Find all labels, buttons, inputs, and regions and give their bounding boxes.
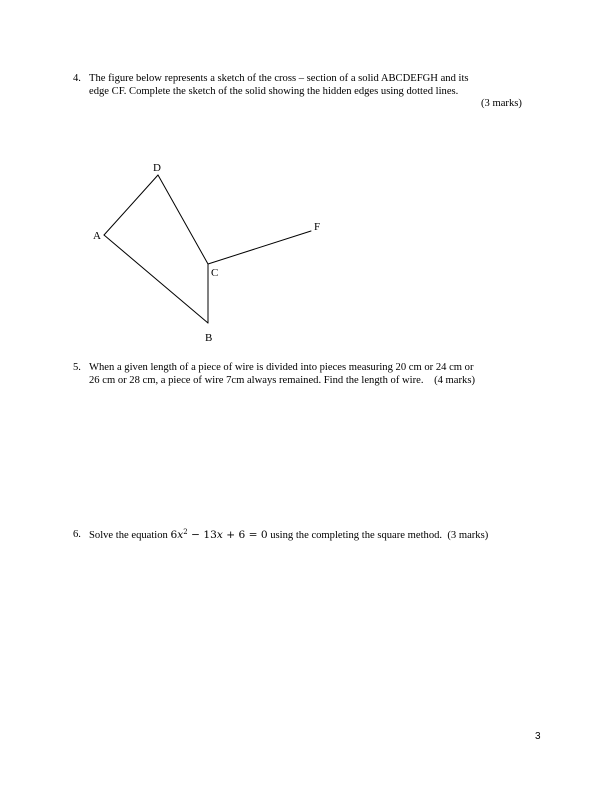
question-line (89, 529, 488, 543)
question-line: When a given length of a piece of wire is divided into pieces measuring 20 cm or 24 cm or (89, 362, 474, 373)
marks-label: (3 marks) (447, 530, 489, 541)
vertex-label-B: B (205, 332, 213, 344)
vertex-label-D: D (153, 162, 161, 174)
vertex-label-F: F (314, 221, 321, 233)
question-text (89, 362, 475, 387)
question-number: 5. (73, 362, 81, 373)
vertex-label-A: A (93, 230, 101, 242)
figure-edges (104, 175, 311, 323)
question-text-before: Solve the equation (89, 530, 171, 541)
question-5 (73, 362, 543, 392)
question-line: The figure below represents a sketch of the cross – section of a solid ABCDEFGH and its (89, 73, 469, 84)
edge-DC (158, 175, 208, 264)
page-number: 3 (535, 731, 541, 742)
vertex-label-C: C (211, 267, 219, 279)
question-text-after: using the completing the square method. (267, 530, 443, 541)
quadratic-equation: $6x^2 - 13x + 6 = 0$ (170, 528, 268, 541)
edge-BA (104, 235, 208, 323)
question-number: 6. (73, 529, 81, 540)
marks-label: (4 marks) (434, 374, 475, 386)
edge-CF (208, 231, 311, 264)
question-text (89, 529, 488, 543)
marks-label: (3 marks) (481, 98, 522, 109)
question-line: edge CF. Complete the sketch of the solid showing the hidden edges using dotted lines. (89, 85, 459, 97)
question-6 (73, 529, 543, 545)
edge-AD (104, 175, 158, 235)
question-line (89, 375, 475, 388)
question-number: 4. (73, 73, 81, 84)
question-line-text: 26 cm or 28 cm, a piece of wire 7cm always remained. Find the length of wire. (89, 374, 424, 386)
